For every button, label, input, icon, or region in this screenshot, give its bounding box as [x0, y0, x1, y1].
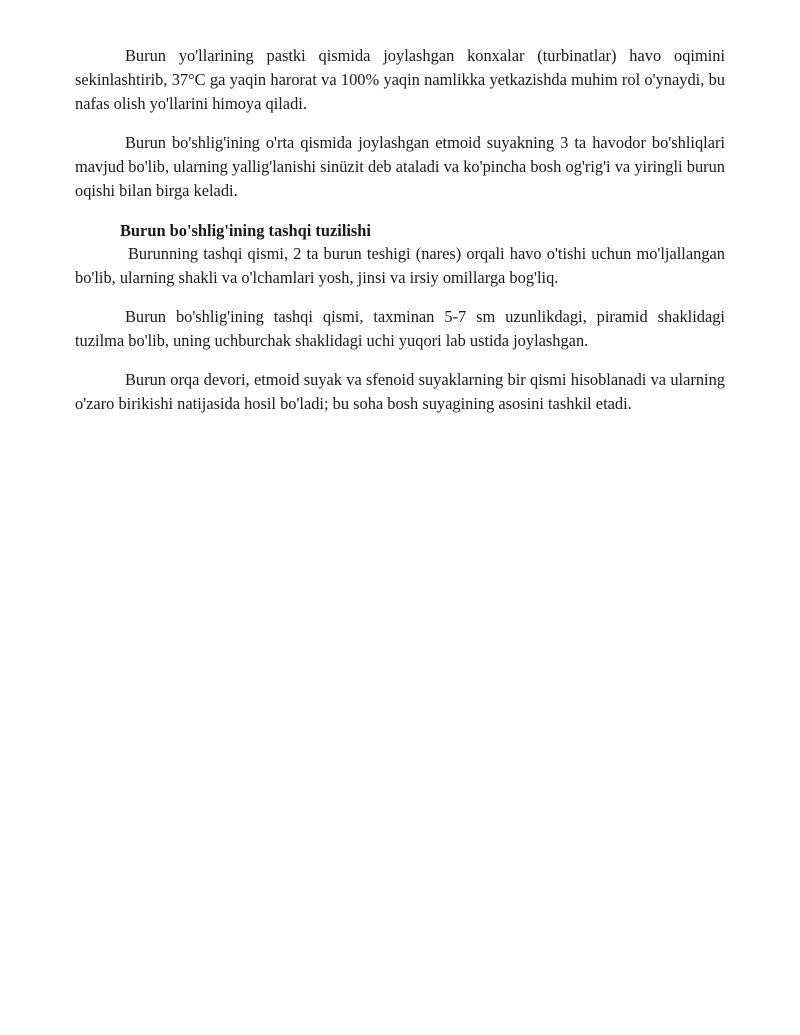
paragraph-pyramid-structure: Burun bo'shlig'ining tashqi qismi, taxminan 5-7 sm uzunlikdagi, piramid shaklidagi tuzilma bo'lib, uning uchburchak shaklidagi uchi yuqori lab ustida joylashgan. — [75, 307, 725, 350]
paragraph-posterior-wall: Burun orqa devori, etmoid suyak va sfenoid suyaklarning bir qismi hisoblanadi va ularning o'zaro birikishi natijasida hosil bo'ladi; bu soha bosh suyagining asosini tashkil etadi. — [75, 370, 725, 413]
paragraph-ethmoid-sinuses: Burun bo'shlig'ining o'rta qismida joylashgan etmoid suyakning 3 ta havodor bo'shliqlari mavjud bo'lib, ularning yallig'lanishi sinüzit deb ataladi va ko'pincha bosh og'rig'i va yiringli burun oqishi bilan birga keladi. — [75, 133, 725, 200]
section-heading: Burun bo'shlig'ining tashqi tuzilishi — [120, 221, 371, 240]
paragraph-turbinates: Burun yo'llarining pastki qismida joylashgan konxalar (turbinatlar) havo oqimini sekinlashtirib, 37°C ga yaqin harorat va 100% yaqin namlikka yetkazishda muhim rol o'ynaydi, bu nafas olish yo'llarini himoya qiladi. — [75, 46, 725, 113]
paragraph-external-nose: Burunning tashqi qismi, 2 ta burun teshigi (nares) orqali havo o'tishi uchun mo'ljallangan bo'lib, ularning shakli va o'lchamlari yosh, jinsi va irsiy omillarga bog'liq. — [75, 244, 725, 287]
document-page — [75, 44, 725, 416]
